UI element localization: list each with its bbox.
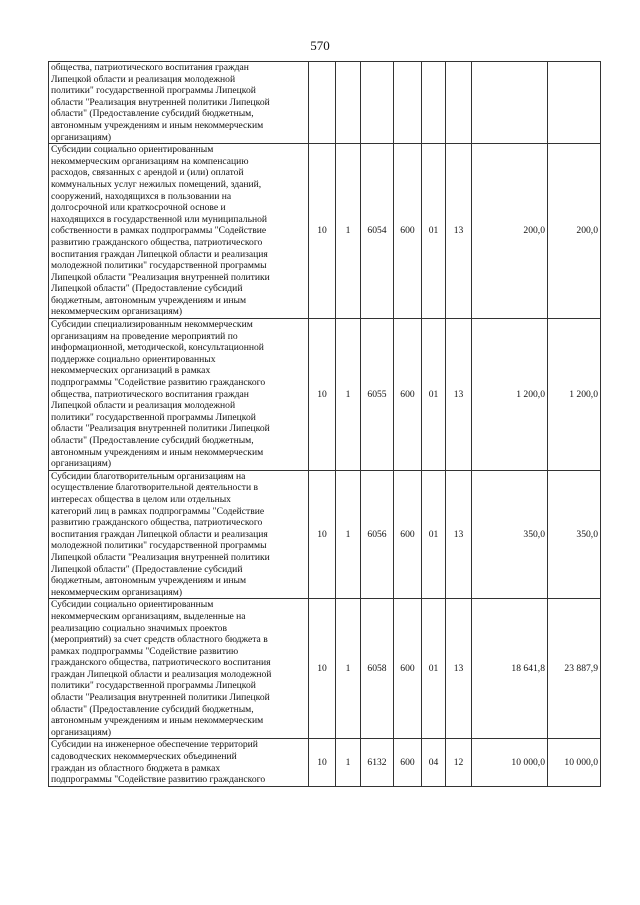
- article-code-cell: 6056: [361, 470, 394, 599]
- amount-year1-cell: 18 641,8: [472, 599, 548, 739]
- budget-table: [48, 61, 601, 787]
- description-line: информационной, методической, консультационной: [51, 342, 264, 354]
- description-line: Липецкой области" (Предоставление субсидий: [51, 283, 243, 295]
- expense-type-cell: 600: [394, 739, 422, 786]
- amount-year2-cell: 10 000,0: [548, 739, 601, 786]
- description-line: некоммерческих организаций в рамках: [51, 365, 211, 377]
- description-line: развитию гражданского общества, патриотического: [51, 236, 263, 248]
- description-line: области" (Предоставление субсидий бюджетным,: [51, 435, 254, 446]
- subsection-code-cell: [446, 62, 472, 144]
- ministry-code-cell: 10: [309, 319, 336, 471]
- amount-year1-cell: [472, 62, 548, 144]
- description-line: бюджетным, автономным учреждениям и иным: [51, 575, 247, 587]
- description-line: воспитания граждан Липецкой области и реализация: [51, 528, 268, 540]
- ministry-code-cell: [309, 62, 336, 144]
- subprogram-code-cell: [336, 62, 361, 144]
- description-line: Липецкой области и реализация молодежной: [51, 400, 236, 412]
- table-row: [49, 319, 601, 471]
- description-line: Субсидии благотворительным организациям на: [51, 470, 246, 482]
- amount-year1-cell: 1 200,0: [472, 319, 548, 471]
- ministry-code-cell: 10: [309, 599, 336, 739]
- subprogram-code-cell: 1: [336, 739, 361, 786]
- amount-year2-cell: 350,0: [548, 470, 601, 599]
- expense-type-cell: [394, 62, 422, 144]
- table-row: [49, 599, 601, 739]
- description-line: Липецкой области и реализация молодежной: [51, 73, 236, 85]
- description-line: некоммерческим организациям): [51, 586, 183, 598]
- description-line: Субсидии на инженерное обеспечение территорий: [51, 739, 258, 751]
- amount-year2-cell: 200,0: [548, 144, 601, 319]
- description-line: Субсидии социально ориентированным: [51, 144, 214, 156]
- description-line: (мероприятий) за счет средств областного бюджета в: [51, 634, 268, 646]
- description-line: интересах общества в целом или отдельных: [51, 493, 231, 505]
- description-line: коммунальных услуг нежилых помещений, зданий,: [51, 178, 262, 190]
- description-line: расходов, связанных с арендой и (или) оплатой: [51, 167, 244, 179]
- expense-description-cell: [49, 470, 309, 599]
- article-code-cell: 6058: [361, 599, 394, 739]
- article-code-cell: [361, 62, 394, 144]
- description-line: некоммерческим организациям на компенсацию: [51, 155, 249, 167]
- description-line: подпрограммы "Содействие развитию гражданского: [51, 377, 266, 389]
- subprogram-code-cell: 1: [336, 144, 361, 319]
- description-line: граждан Липецкой области и реализация молодежной: [51, 668, 272, 680]
- section-code-cell: [422, 62, 446, 144]
- ministry-code-cell: 10: [309, 739, 336, 786]
- description-line: граждан из областного бюджета в рамках: [51, 762, 221, 774]
- section-code-cell: 01: [422, 319, 446, 471]
- ministry-code-cell: 10: [309, 144, 336, 319]
- description-line: Липецкой области" (Предоставление субсидий: [51, 563, 243, 575]
- expense-type-cell: 600: [394, 319, 422, 471]
- description-line: некоммерческим организациям): [51, 306, 183, 318]
- article-code-cell: 6132: [361, 739, 394, 786]
- subsection-code-cell: 13: [446, 144, 472, 319]
- subsection-code-cell: 13: [446, 599, 472, 739]
- description-line: общества, патриотического воспитания граждан: [51, 388, 249, 400]
- expense-description-cell: [49, 144, 309, 319]
- subprogram-code-cell: 1: [336, 599, 361, 739]
- description-line: автономным учреждениям и иным некоммерческим: [51, 715, 264, 727]
- description-line: рамках подпрограммы "Содействие развитию: [51, 645, 239, 657]
- description-line: организациям на проведение мероприятий по: [51, 330, 238, 342]
- expense-description-cell: [49, 599, 309, 739]
- subprogram-code-cell: 1: [336, 470, 361, 599]
- ministry-code-cell: 10: [309, 470, 336, 599]
- amount-year1-cell: 200,0: [472, 144, 548, 319]
- description-line: области "Реализация внутренней политики Липецкой: [51, 423, 270, 435]
- description-line: автономным учреждениям и иным некоммерческим: [51, 446, 264, 458]
- subprogram-code-cell: 1: [336, 319, 361, 471]
- description-line: области" (Предоставление субсидий бюджетным,: [51, 703, 254, 715]
- description-line: развитию гражданского общества, патриотического: [51, 517, 263, 529]
- section-code-cell: 04: [422, 739, 446, 786]
- section-code-cell: 01: [422, 470, 446, 599]
- description-line: молодежной политики" государственной программы: [51, 260, 267, 272]
- table-row: [49, 739, 601, 786]
- description-line: категорий лиц в рамках подпрограммы "Содействие: [51, 505, 265, 517]
- description-line: гражданского общества, патриотического воспитания: [51, 657, 271, 669]
- description-line: общества, патриотического воспитания граждан: [51, 62, 249, 73]
- description-line: Субсидии специализированным некоммерческим: [51, 319, 253, 331]
- amount-year2-cell: 23 887,9: [548, 599, 601, 739]
- section-code-cell: 01: [422, 144, 446, 319]
- description-line: политики" государственной программы Липецкой: [51, 85, 256, 97]
- expense-type-cell: 600: [394, 599, 422, 739]
- description-line: собственности в рамках подпрограммы "Содействие: [51, 225, 267, 237]
- description-line: реализацию социально значимых проектов: [51, 622, 227, 634]
- description-line: сооружений, находящихся в пользовании на: [51, 190, 232, 202]
- section-code-cell: 01: [422, 599, 446, 739]
- amount-year2-cell: [548, 62, 601, 144]
- description-line: некоммерческим организациям, выделенные на: [51, 610, 246, 622]
- description-line: воспитания граждан Липецкой области и реализация: [51, 248, 268, 260]
- table-row: [49, 144, 601, 319]
- expense-description-cell: [49, 739, 309, 786]
- description-line: области" (Предоставление субсидий бюджетным,: [51, 108, 254, 120]
- description-line: организациям): [51, 131, 112, 143]
- description-line: поддержке социально ориентированных: [51, 353, 216, 365]
- subsection-code-cell: 13: [446, 470, 472, 599]
- expense-type-cell: 600: [394, 470, 422, 599]
- description-line: находящихся в государственной или муниципальной: [51, 213, 268, 225]
- amount-year2-cell: 1 200,0: [548, 319, 601, 471]
- table-row: [49, 62, 601, 144]
- expense-description-cell: [49, 62, 309, 144]
- expense-type-cell: 600: [394, 144, 422, 319]
- page-number: 570: [310, 38, 330, 53]
- article-code-cell: 6054: [361, 144, 394, 319]
- description-line: автономным учреждениям и иным некоммерческим: [51, 119, 264, 131]
- subsection-code-cell: 12: [446, 739, 472, 786]
- description-line: Липецкой области "Реализация внутренней политики: [51, 271, 270, 283]
- description-line: Субсидии социально ориентированным: [51, 599, 214, 611]
- description-line: долгосрочной или краткосрочной основе и: [51, 202, 226, 214]
- description-line: подпрограммы "Содействие развитию гражданского: [51, 774, 266, 786]
- description-line: политики" государственной программы Липецкой: [51, 680, 256, 692]
- description-line: бюджетным, автономным учреждениям и иным: [51, 294, 247, 306]
- amount-year1-cell: 350,0: [472, 470, 548, 599]
- description-line: организациям): [51, 726, 112, 738]
- expense-description-cell: [49, 319, 309, 471]
- amount-year1-cell: 10 000,0: [472, 739, 548, 786]
- description-line: осуществление благотворительной деятельности в: [51, 482, 259, 494]
- description-line: Липецкой области "Реализация внутренней политики: [51, 551, 270, 563]
- description-line: садоводческих некоммерческих объединений: [51, 751, 237, 763]
- description-line: области "Реализация внутренней политики Липецкой: [51, 692, 270, 704]
- article-code-cell: 6055: [361, 319, 394, 471]
- description-line: политики" государственной программы Липецкой: [51, 411, 256, 423]
- description-line: области "Реализация внутренней политики Липецкой: [51, 96, 270, 108]
- table-row: [49, 470, 601, 599]
- description-line: молодежной политики" государственной программы: [51, 540, 267, 552]
- description-line: организациям): [51, 458, 112, 470]
- subsection-code-cell: 13: [446, 319, 472, 471]
